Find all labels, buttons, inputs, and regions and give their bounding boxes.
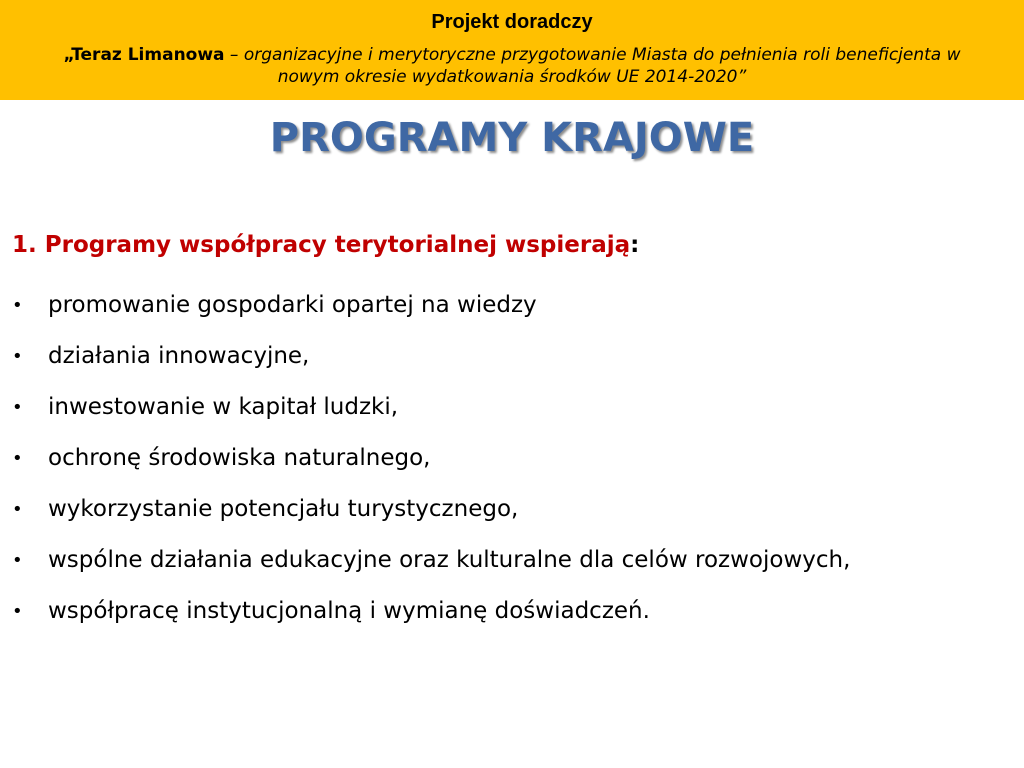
page-title: PROGRAMY KRAJOWE bbox=[269, 115, 755, 161]
subtitle-project-name: Teraz Limanowa bbox=[71, 45, 225, 65]
list-item-text: ochronę środowiska naturalnego, bbox=[48, 445, 431, 471]
bullet-icon: • bbox=[12, 550, 23, 571]
bullet-icon: • bbox=[12, 448, 23, 469]
list-item bbox=[0, 331, 948, 382]
bullet-icon: • bbox=[12, 295, 23, 316]
list-item bbox=[0, 280, 948, 331]
subtitle-open-quote: „ bbox=[63, 45, 72, 65]
bullet-icon: • bbox=[12, 499, 23, 520]
header-title: Projekt doradczy bbox=[431, 11, 593, 33]
bullet-icon: • bbox=[12, 601, 23, 622]
bullet-icon: • bbox=[12, 397, 23, 418]
list-item bbox=[0, 433, 948, 484]
subtitle-description: – organizacyjne i merytoryczne przygotowanie Miasta do pełnienia roli beneficjenta w nowym okresie wydatkowania środków UE 2014-2020” bbox=[224, 45, 961, 87]
list-heading-colon: : bbox=[630, 232, 640, 258]
list-item-text: wspólne działania edukacyjne oraz kulturalne dla celów rozwojowych, bbox=[48, 547, 851, 573]
bullet-list bbox=[0, 280, 1024, 637]
list-item-text: wykorzystanie potencjału turystycznego, bbox=[48, 496, 519, 522]
list-item bbox=[0, 586, 948, 637]
header-subtitle bbox=[40, 44, 984, 88]
list-item bbox=[0, 382, 948, 433]
list-item-text: współpracę instytucjonalną i wymianę doświadczeń. bbox=[48, 598, 650, 624]
bullet-icon: • bbox=[12, 346, 23, 367]
list-heading-text: 1. Programy współpracy terytorialnej wspierają bbox=[12, 232, 631, 258]
list-item-text: działania innowacyjne, bbox=[48, 343, 310, 369]
list-item-text: promowanie gospodarki opartej na wiedzy bbox=[48, 292, 537, 318]
list-item-text: inwestowanie w kapitał ludzki, bbox=[48, 394, 399, 420]
list-heading bbox=[12, 228, 1012, 262]
list-item bbox=[0, 535, 948, 586]
list-item bbox=[0, 484, 948, 535]
